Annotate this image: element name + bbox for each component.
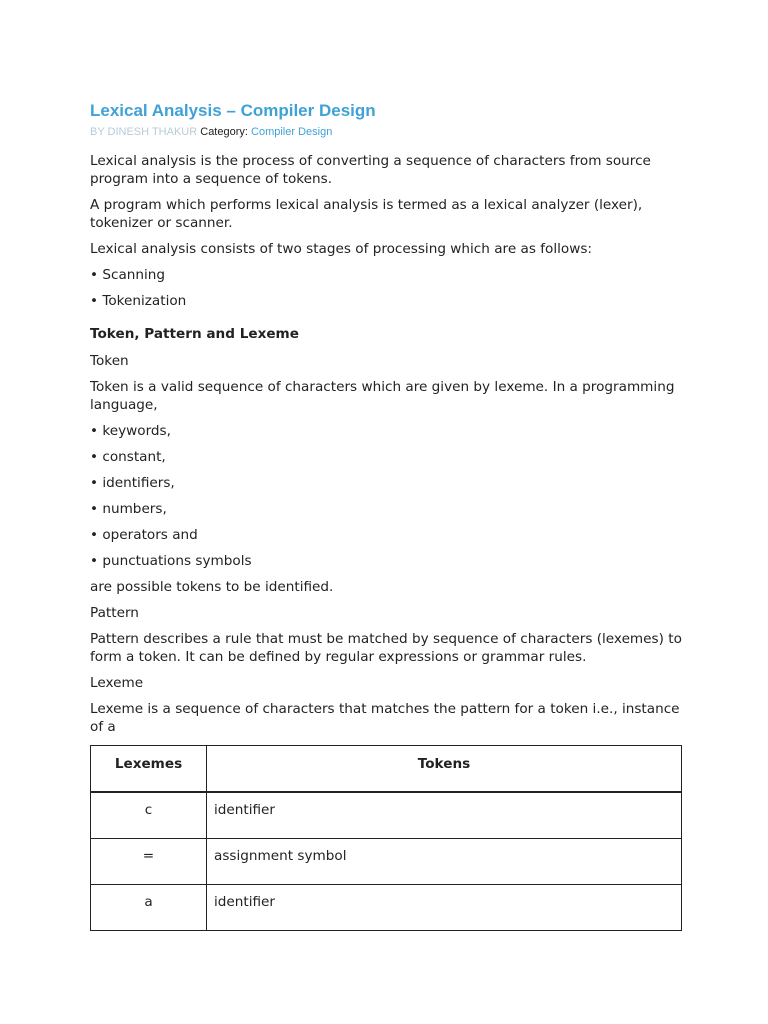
article (90, 100, 682, 910)
lexer-paragraph: A program which performs lexical analysis is termed as a lexical analyzer (lexer), tokenizer or scanner. (90, 197, 643, 231)
token-description: Token is a valid sequence of characters which are given by lexeme. In a programming language, (90, 379, 675, 413)
table-row (91, 885, 682, 931)
token-cell: assignment symbol (207, 839, 682, 885)
byline (90, 124, 682, 140)
list-item: • punctuations symbols (90, 553, 252, 569)
lexeme-description: Lexeme is a sequence of characters that matches the pattern for a token i.e., instance of a (90, 701, 680, 735)
token-label: Token (90, 353, 129, 369)
token-after: are possible tokens to be identified. (90, 579, 334, 595)
intro-paragraph: Lexical analysis is the process of converting a sequence of characters from source program into a sequence of tokens. (90, 153, 651, 187)
category-label: Category: (200, 126, 248, 138)
token-cell: identifier (207, 885, 682, 931)
token-cell: identifier (207, 792, 682, 839)
author-link[interactable]: BY DINESH THAKUR (90, 126, 198, 138)
list-item: • operators and (90, 527, 198, 543)
table-row (91, 839, 682, 885)
pattern-label: Pattern (90, 605, 139, 621)
table-header-row (91, 746, 682, 793)
table-row (91, 792, 682, 839)
section-heading: Token, Pattern and Lexeme (90, 326, 299, 342)
lexeme-cell: a (91, 885, 207, 931)
list-item: • identifiers, (90, 475, 175, 491)
list-item: • numbers, (90, 501, 167, 517)
list-item: • Tokenization (90, 293, 187, 309)
category-link[interactable]: Compiler Design (251, 126, 333, 138)
list-item: • Scanning (90, 267, 166, 283)
column-header-lexemes: Lexemes (91, 746, 207, 793)
article-title[interactable]: Lexical Analysis – Compiler Design (90, 101, 376, 120)
list-item: • constant, (90, 449, 166, 465)
stages-paragraph: Lexical analysis consists of two stages of processing which are as follows: (90, 241, 592, 257)
list-item: • keywords, (90, 423, 171, 439)
lexeme-cell: = (91, 839, 207, 885)
column-header-tokens: Tokens (207, 746, 682, 793)
lexeme-table (90, 745, 682, 931)
pattern-description: Pattern describes a rule that must be matched by sequence of characters (lexemes) to form a token. It can be defined by regular expressions or grammar rules. (90, 631, 682, 665)
lexeme-label: Lexeme (90, 675, 144, 691)
lexeme-cell: c (91, 792, 207, 839)
